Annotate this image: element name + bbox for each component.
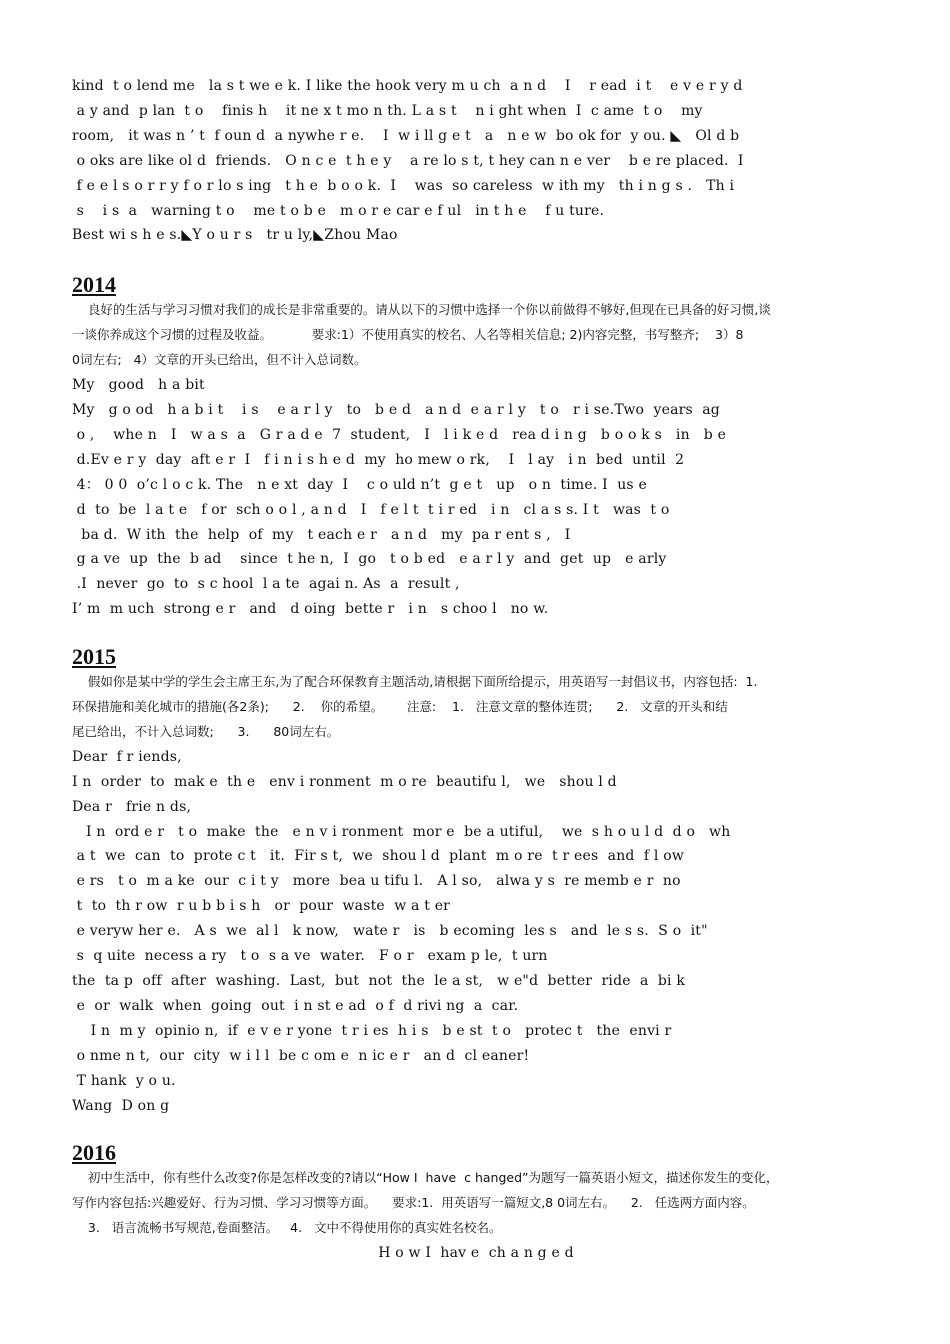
section-2014: [72, 272, 880, 622]
essay-line: d to be l a t e f or sch o o l , a n d I f e l t t i r ed i n cl a s s. I t was t o: [72, 501, 670, 518]
essay-line: ba d. W ith the help of my t each e r a n d my pa r ent s , I: [72, 526, 571, 543]
prompt-line: 良好的生活与学习习惯对我们的成长是非常重要的。请从以下的习惯中选择一个你以前做得不够好,但现在已具备的好习惯,谈: [72, 302, 771, 318]
essay-line: e or walk when going out i n st e ad o f d rivi ng a car.: [72, 997, 519, 1014]
prompt-line: 环保措施和美化城市的措施(各2条); 2. 你的希望。 注意: 1. 注意文章的整体连贯; 2. 文章的开头和结: [72, 699, 728, 715]
text-line: f e e l s o r r y f o r lo s ing t h e b o o k. I was so careless w ith my th i n g s . Th i: [72, 177, 735, 194]
essay-line: Wang D on g: [72, 1097, 170, 1114]
essay-line: d.Ev e r y day aft e r I f i n i s h e d my ho mew o rk, I l ay i n bed until 2: [72, 451, 685, 468]
text-line: a y and p lan t o finis h it ne x t mo n th. L a s t n i ght when I c ame t o my: [72, 102, 703, 119]
essay-line: 4： 0 0 o’c l o c k. The n e xt day I c o uld n’t g e t up o n time. I us e: [72, 476, 647, 493]
essay-title: H o w I hav e ch a n g e d: [378, 1245, 574, 1262]
essay-line: I n ord e r t o make the e n v i ronment mor e be a utiful, we s h o u l d d o wh: [72, 823, 731, 840]
essay-line: g a ve up the b ad since t he n, I go t o b ed e a r l y and get up e arly: [72, 551, 667, 568]
essay-line: a t we can to prote c t it. Fir s t, we shou l d plant m o re t r ees and f l ow: [72, 848, 685, 865]
essay-line: e veryw her e. A s we al l k now, wate r is b ecoming les s and le s s. S o it": [72, 923, 708, 940]
essay-line: I n m y opinio n, if e v e r yone t r i es h i s b e st t o protec t the envi r: [72, 1022, 672, 1039]
essay-line: Dea r frie n ds,: [72, 798, 192, 815]
prompt-line: 写作内容包括:兴趣爱好、行为习惯、学习习惯等方面。 要求:1. 用英语写一篇短文,8 0词左右。 2. 任选两方面内容。: [72, 1195, 755, 1211]
essay-line: I’ m m uch strong e r and d oing bette r i n s choo l no w.: [72, 601, 549, 618]
section-2015: [72, 644, 880, 1118]
essay-line: o nme n t, our city w i l l be c om e n ic e r an d cl eaner!: [72, 1047, 530, 1064]
essay-line: .I never go to s c hool l a te agai n. As a result ,: [72, 576, 460, 593]
text-line: o oks are like ol d friends. O n c e t h e y a re lo s t, t hey can n e ver b e re placed. I: [72, 152, 744, 169]
prompt-line: 0词左右; 4）文章的开头已给出，但不计入总词数。: [72, 352, 367, 368]
essay-line: I n order to mak e th e env i ronment m o re beautifu l, we shou l d: [72, 773, 617, 790]
text-line: room, it was n ’ t f oun d a nywhe r e. I w i ll g e t a n e w bo ok for y ou. ◣ Ol d b: [72, 127, 740, 144]
essay-line: T hank y o u.: [72, 1072, 176, 1089]
year-heading: 2015: [72, 644, 116, 670]
essay-title: My good h a bit: [72, 377, 205, 394]
essay-line: s q uite necess a ry t o s a ve water. F o r exam p le, t urn: [72, 948, 548, 965]
prompt-line: 假如你是某中学的学生会主席王东,为了配合环保教育主题活动,请根据下面所给提示，用英语写一封倡议书，内容包括: 1.: [72, 674, 758, 690]
letter-continuation: [72, 74, 880, 248]
year-heading: 2016: [72, 1140, 116, 1166]
essay-line: t to th r ow r u b b i s h or pour waste w a t er: [72, 898, 451, 915]
essay-line: e rs t o m a ke our c i t y more bea u tifu l. A l so, alwa y s re memb e r no: [72, 873, 681, 890]
text-line: kind t o lend me la s t we e k. I like the hook very m u ch a n d I r ead i t e v e r y d: [72, 78, 743, 94]
prompt-line: 尾已给出，不计入总词数; 3. 80词左右。: [72, 723, 340, 739]
essay-line: Dear f r iends,: [72, 748, 182, 765]
prompt-line: 初中生活中，你有些什么改变?你是怎样改变的?请以“How I have c hanged”为题写一篇英语小短文，描述你发生的变化，: [72, 1170, 779, 1186]
text-line: Best wi s h e s.◣Y o u r s tr u ly,◣Zhou Mao: [72, 227, 398, 244]
prompt-line: 3. 语言流畅书写规范,卷面整洁。 4. 文中不得使用你的真实姓名校名。: [72, 1220, 502, 1236]
year-heading: 2014: [72, 272, 116, 298]
essay-line: o , whe n I w a s a G r a d e 7 student, I l i k e d rea d i n g b o o k s in b e: [72, 426, 727, 443]
text-line: s i s a warning t o me t o b e m o r e car e f ul in t h e f u ture.: [72, 202, 605, 219]
essay-line: the ta p off after washing. Last, but not the le a st, w e"d better ride a bi k: [72, 973, 686, 989]
prompt-line: 一谈你养成这个习惯的过程及收益。 要求:1）不使用真实的校名、人名等相关信息; 2)内容完整，书写整齐; 3）8: [72, 327, 744, 343]
document-page: [72, 74, 880, 1266]
section-2016: [72, 1140, 880, 1266]
essay-line: My g o od h a b i t i s e a r l y to b e d a n d e a r l y t o r i se.Two years ag: [72, 401, 720, 418]
